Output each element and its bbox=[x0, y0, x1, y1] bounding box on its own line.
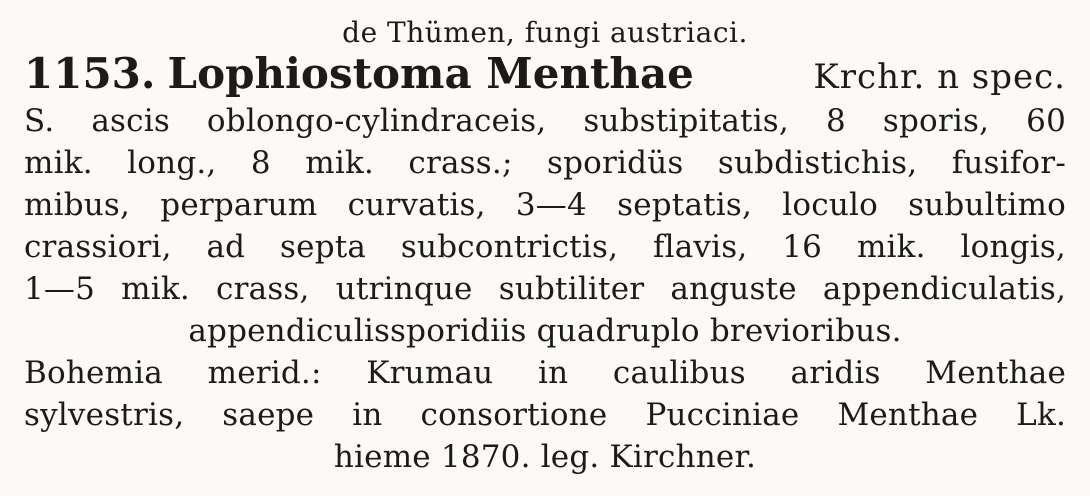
description-line-4: crassiori, ad septa subcontrictis, flavis, 16 mik. longis, bbox=[24, 229, 1066, 265]
locality-line-1: Bohemia merid.: Krumau in caulibus aridis Menthae bbox=[24, 355, 1066, 391]
entry-title-left bbox=[24, 49, 694, 99]
species-name: Lophiostoma Menthae bbox=[167, 49, 694, 98]
locality-line-2: sylvestris, saepe in consortione Pucciniae Menthae Lk. bbox=[24, 397, 1066, 433]
description-line-3: mibus, perparum curvatis, 3—4 septatis, loculo subultimo bbox=[24, 187, 1066, 223]
description-line-1: S. ascis oblongo-cylindraceis, substipitatis, 8 sporis, 60 bbox=[24, 103, 1066, 139]
description-line-6: appendiculissporidiis quadruplo brevioribus. bbox=[188, 313, 902, 349]
entry-number: 1153. bbox=[24, 49, 156, 98]
species-author: Krchr. n spec. bbox=[813, 57, 1066, 97]
document-header: de Thümen, fungi austriaci. bbox=[342, 16, 748, 49]
collection-line: hieme 1870. leg. Kirchner. bbox=[333, 439, 757, 475]
description-line-5: 1—5 mik. crass, utrinque subtiliter anguste appendiculatis, bbox=[24, 271, 1066, 307]
description-line-2: mik. long., 8 mik. crass.; sporidüs subdistichis, fusifor- bbox=[24, 145, 1066, 181]
entry-title-line bbox=[24, 49, 1066, 102]
